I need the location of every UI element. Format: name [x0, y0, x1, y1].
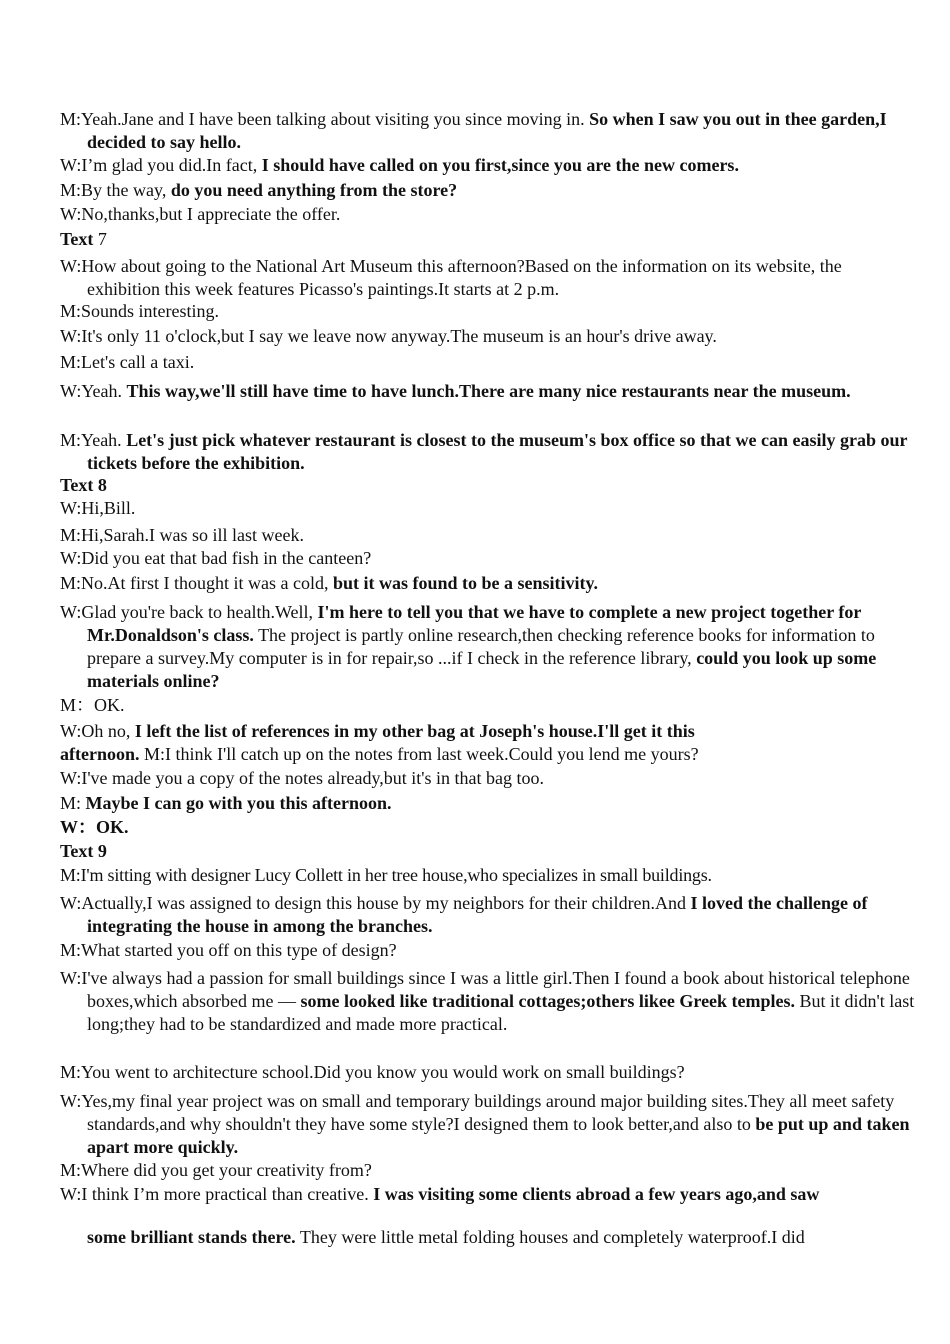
line-14: M:No.At first I thought it was a cold, but it was found to be a sensitivity.	[60, 573, 599, 593]
line-9: W:Yeah. This way,we'll still have time to have lunch.There are many nice restaurants near the museum.	[60, 381, 851, 401]
line-13: W:Did you eat that bad fish in the canteen?	[60, 548, 372, 568]
line-20: M: Maybe I can go with you this afternoon.	[60, 793, 392, 813]
line-16: M：OK.	[60, 695, 125, 715]
line-12: M:Hi,Sarah.I was so ill last week.	[60, 525, 304, 545]
line-19: W:I've made you a copy of the notes already,but it's in that bag too.	[60, 768, 545, 788]
heading-text-9: Text 9	[60, 841, 107, 861]
line-10: M:Yeah. Let's just pick whatever restaurant is closest to the museum's box office so that we can easily grab our tickets before the exhibition.	[60, 430, 908, 473]
line-5: W:How about going to the National Art Museum this afternoon?Based on the information on its website, the exhibition this week features Picasso's paintings.It starts at 2 p.m.	[60, 256, 842, 299]
line-24: M:What started you off on this type of design?	[60, 940, 397, 960]
line-29: W:I think I’m more practical than creative. I was visiting some clients abroad a few years ago,and saw	[60, 1184, 820, 1204]
line-17: W:Oh no, I left the list of references in my other bag at Joseph's house.I'll get it this	[60, 721, 695, 741]
line-3: M:By the way, do you need anything from the store?	[60, 180, 458, 200]
line-8: M:Let's call a taxi.	[60, 352, 195, 372]
heading-text-8: Text 8	[60, 475, 107, 495]
line-1: M:Yeah.Jane and I have been talking about visiting you since moving in. So when I saw you out in thee garden,I decided to say hello.	[60, 109, 887, 152]
line-6: M:Sounds interesting.	[60, 301, 220, 321]
line-18: afternoon. M:I think I'll catch up on the notes from last week.Could you lend me yours?	[60, 744, 699, 764]
line-28: M:Where did you get your creativity from?	[60, 1160, 372, 1180]
line-7: W:It's only 11 o'clock,but I say we leave now anyway.The museum is an hour's drive away.	[60, 326, 717, 346]
line-25: W:I've always had a passion for small buildings since I was a little girl.Then I found a book about historical telephone boxes,which absorbed me — some looked like traditional cottages;others likee Greek temples. But it didn't last long;they had to be standardized and made more practical.	[60, 968, 915, 1034]
line-11: W:Hi,Bill.	[60, 498, 136, 518]
line-4: W:No,thanks,but I appreciate the offer.	[60, 204, 341, 224]
line-22: M:I'm sitting with designer Lucy Collett in her tree house,who specializes in small buildings.	[60, 865, 712, 885]
heading-text-7: Text 7	[60, 229, 107, 249]
line-26: M:You went to architecture school.Did you know you would work on small buildings?	[60, 1062, 685, 1082]
line-21: W：OK.	[60, 817, 129, 837]
line-23: W:Actually,I was assigned to design this house by my neighbors for their children.And I loved the challenge of integrating the house in among the branches.	[60, 893, 868, 936]
line-2: W:I’m glad you did.In fact, I should have called on you first,since you are the new comers.	[60, 155, 739, 175]
line-15: W:Glad you're back to health.Well, I'm here to tell you that we have to complete a new project together for Mr.Donaldson's class. The project is partly online research,then checking reference books for information to prepare a survey.My computer is in for repair,so ...if I check in the reference library, could you look up some materials online?	[60, 602, 877, 691]
line-30: some brilliant stands there. They were little metal folding houses and completely waterproof.I did	[87, 1227, 805, 1247]
line-27: W:Yes,my final year project was on small and temporary buildings around major building sites.They all meet safety standards,and why shouldn't they have some style?I designed them to look better,and also to be put up and taken apart more quickly.	[60, 1091, 910, 1157]
